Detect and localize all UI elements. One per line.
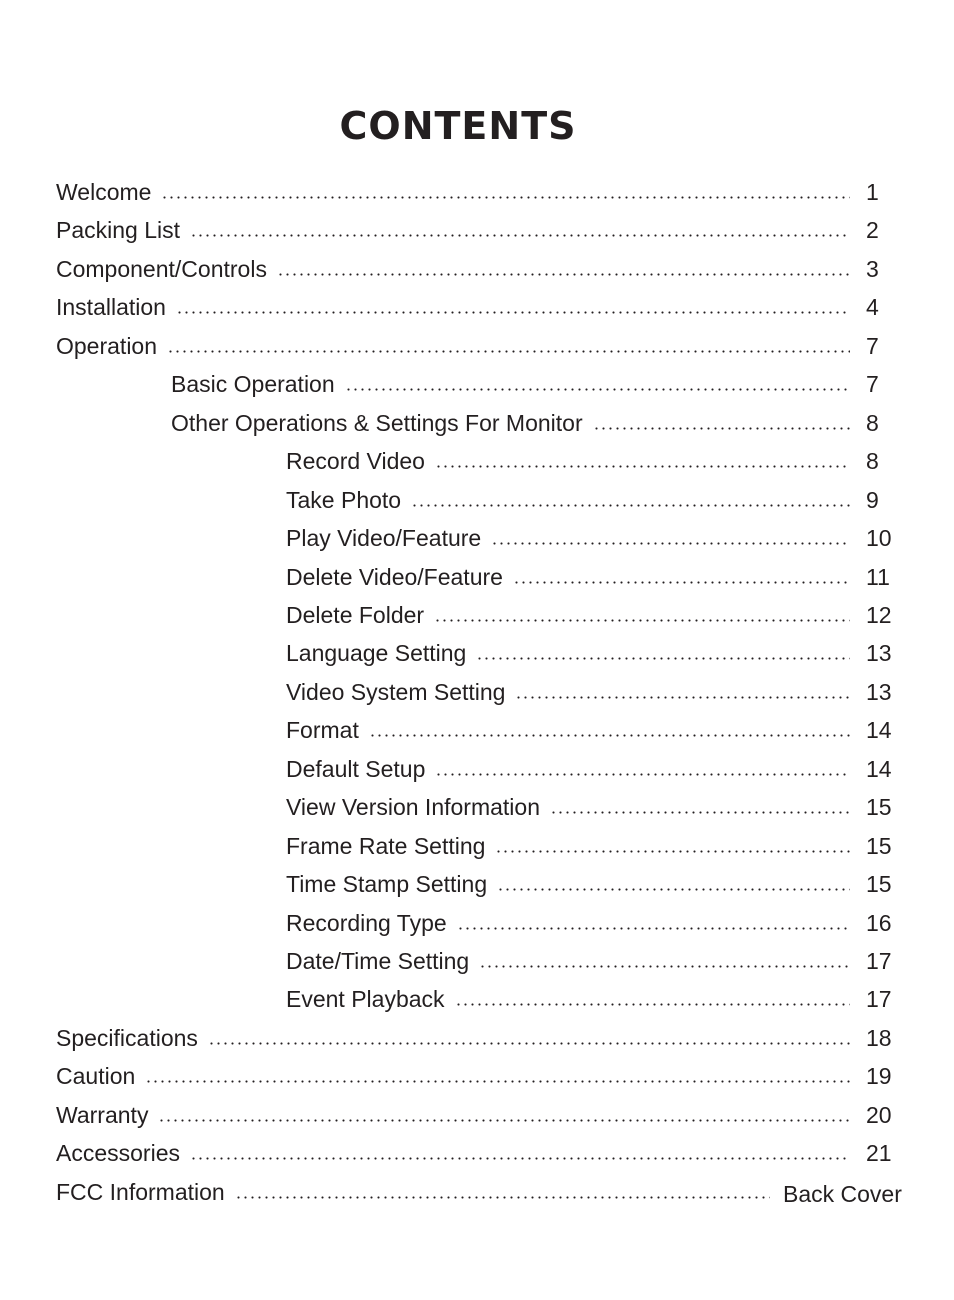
toc-entry-page-number: 9 xyxy=(866,486,879,513)
dot-leader xyxy=(515,696,850,699)
toc-entry[interactable] xyxy=(0,1138,954,1168)
toc-entry[interactable] xyxy=(0,331,954,361)
toc-entry-page-number: 3 xyxy=(866,255,879,282)
toc-entry[interactable] xyxy=(0,215,954,245)
toc-entry-label: Delete Video/Feature xyxy=(286,563,503,590)
toc-entry-label: Play Video/Feature xyxy=(286,525,482,552)
toc-entry-label: Operation xyxy=(56,332,158,359)
dot-leader xyxy=(345,388,850,391)
toc-entry-page-number: 13 xyxy=(866,678,892,705)
toc-entry-page-number: 15 xyxy=(866,794,892,821)
toc-entry-label: Event Playback xyxy=(286,986,445,1013)
toc-entry[interactable] xyxy=(0,869,954,899)
toc-entry[interactable] xyxy=(0,408,954,438)
toc-entry-page-number: 2 xyxy=(866,217,879,244)
toc-entry[interactable] xyxy=(0,1023,954,1053)
dot-leader xyxy=(369,734,850,737)
toc-entry-label: FCC Information xyxy=(56,1178,225,1205)
toc-entry-label: Language Setting xyxy=(286,640,467,667)
toc-entry[interactable] xyxy=(0,754,954,784)
toc-entry[interactable] xyxy=(0,677,954,707)
dot-leader xyxy=(190,1157,850,1160)
dot-leader xyxy=(593,427,850,430)
toc-entry-label: Installation xyxy=(56,294,166,321)
toc-entry-page-number: 17 xyxy=(866,986,892,1013)
toc-entry[interactable] xyxy=(0,908,954,938)
toc-entry-page-number: 14 xyxy=(866,717,892,744)
toc-entry-label: Format xyxy=(286,717,359,744)
dot-leader xyxy=(455,1003,850,1006)
toc-entry-label: Frame Rate Setting xyxy=(286,832,486,859)
dot-leader xyxy=(176,311,850,314)
dot-leader xyxy=(513,581,850,584)
dot-leader xyxy=(479,965,850,968)
toc-entry[interactable] xyxy=(0,792,954,822)
toc-entry-page-number: 8 xyxy=(866,448,879,475)
dot-leader xyxy=(435,465,850,468)
toc-entry-page-number: Back Cover xyxy=(783,1180,902,1207)
toc-entry[interactable] xyxy=(0,177,954,207)
dot-leader xyxy=(235,1196,770,1199)
toc-entry[interactable] xyxy=(0,1100,954,1130)
dot-leader xyxy=(167,350,850,353)
toc-entry-page-number: 16 xyxy=(866,909,892,936)
dot-leader xyxy=(550,811,850,814)
dot-leader xyxy=(434,619,850,622)
dot-leader xyxy=(457,927,850,930)
toc-entry-label: View Version Information xyxy=(286,794,540,821)
dot-leader xyxy=(435,773,850,776)
toc-entry[interactable] xyxy=(0,485,954,515)
toc-entry-page-number: 14 xyxy=(866,755,892,782)
toc-entry-label: Basic Operation xyxy=(171,371,335,398)
toc-entry-label: Date/Time Setting xyxy=(286,948,470,974)
toc-entry-page-number: 21 xyxy=(866,1140,892,1167)
dot-leader xyxy=(208,1042,850,1045)
toc-entry-label: Component/Controls xyxy=(56,255,267,282)
dot-leader xyxy=(497,888,850,891)
page-title: CONTENTS xyxy=(339,104,577,148)
toc-entry-page-number: 4 xyxy=(866,294,879,321)
toc-entry-page-number: 19 xyxy=(866,1063,892,1090)
toc-entry-label: Record Video xyxy=(286,448,425,475)
toc-entry-label: Delete Folder xyxy=(286,601,425,628)
toc-entry[interactable] xyxy=(0,562,954,592)
toc-entry[interactable] xyxy=(0,946,954,976)
toc-entry[interactable] xyxy=(0,292,954,322)
toc-entry-label: Caution xyxy=(56,1063,136,1090)
toc-entry-page-number: 17 xyxy=(866,948,892,974)
toc-entry[interactable] xyxy=(0,984,954,1014)
toc-entry-page-number: 8 xyxy=(866,409,879,436)
dot-leader xyxy=(491,542,850,545)
toc-entry-label: Packing List xyxy=(56,217,181,244)
toc-entry[interactable] xyxy=(0,715,954,745)
toc-entry-page-number: 15 xyxy=(866,871,892,898)
toc-entry-label: Welcome xyxy=(56,179,152,205)
dot-leader xyxy=(277,273,850,276)
toc-entry-label: Specifications xyxy=(56,1024,198,1051)
toc-entry[interactable] xyxy=(0,831,954,861)
toc-entry-page-number: 12 xyxy=(866,601,892,628)
toc-entry-label: Recording Type xyxy=(286,909,447,936)
toc-entry-label: Video System Setting xyxy=(286,678,506,705)
dot-leader xyxy=(145,1080,850,1083)
toc-entry[interactable] xyxy=(0,638,954,668)
toc-entry-page-number: 1 xyxy=(866,179,879,205)
toc-entry-label: Warranty xyxy=(56,1101,149,1128)
toc-entry-page-number: 18 xyxy=(866,1024,892,1051)
toc-entry[interactable] xyxy=(0,523,954,553)
dot-leader xyxy=(495,850,850,853)
toc-entry[interactable] xyxy=(0,1061,954,1091)
dot-leader xyxy=(161,196,850,199)
toc-entry-label: Time Stamp Setting xyxy=(286,871,488,898)
dot-leader xyxy=(411,504,850,507)
toc-entry-page-number: 7 xyxy=(866,332,879,359)
toc-entry-page-number: 7 xyxy=(866,371,879,398)
toc-entry-page-number: 20 xyxy=(866,1101,892,1128)
toc-entry-page-number: 11 xyxy=(866,563,890,590)
toc-entry[interactable] xyxy=(0,254,954,284)
dot-leader xyxy=(476,657,850,660)
toc-entry-label: Accessories xyxy=(56,1140,180,1167)
toc-entry[interactable] xyxy=(0,600,954,630)
dot-leader xyxy=(190,234,850,237)
dot-leader xyxy=(158,1119,850,1122)
toc-entry-label: Take Photo xyxy=(286,486,402,513)
toc-entry[interactable] xyxy=(0,1177,954,1207)
toc-entry-label: Default Setup xyxy=(286,755,426,782)
toc-entry-page-number: 13 xyxy=(866,640,892,667)
toc-entry[interactable] xyxy=(0,446,954,476)
toc-entry-label: Other Operations & Settings For Monitor xyxy=(171,409,583,436)
toc-entry-page-number: 10 xyxy=(866,525,892,552)
toc-entry[interactable] xyxy=(0,369,954,399)
toc-entry-page-number: 15 xyxy=(866,832,892,859)
